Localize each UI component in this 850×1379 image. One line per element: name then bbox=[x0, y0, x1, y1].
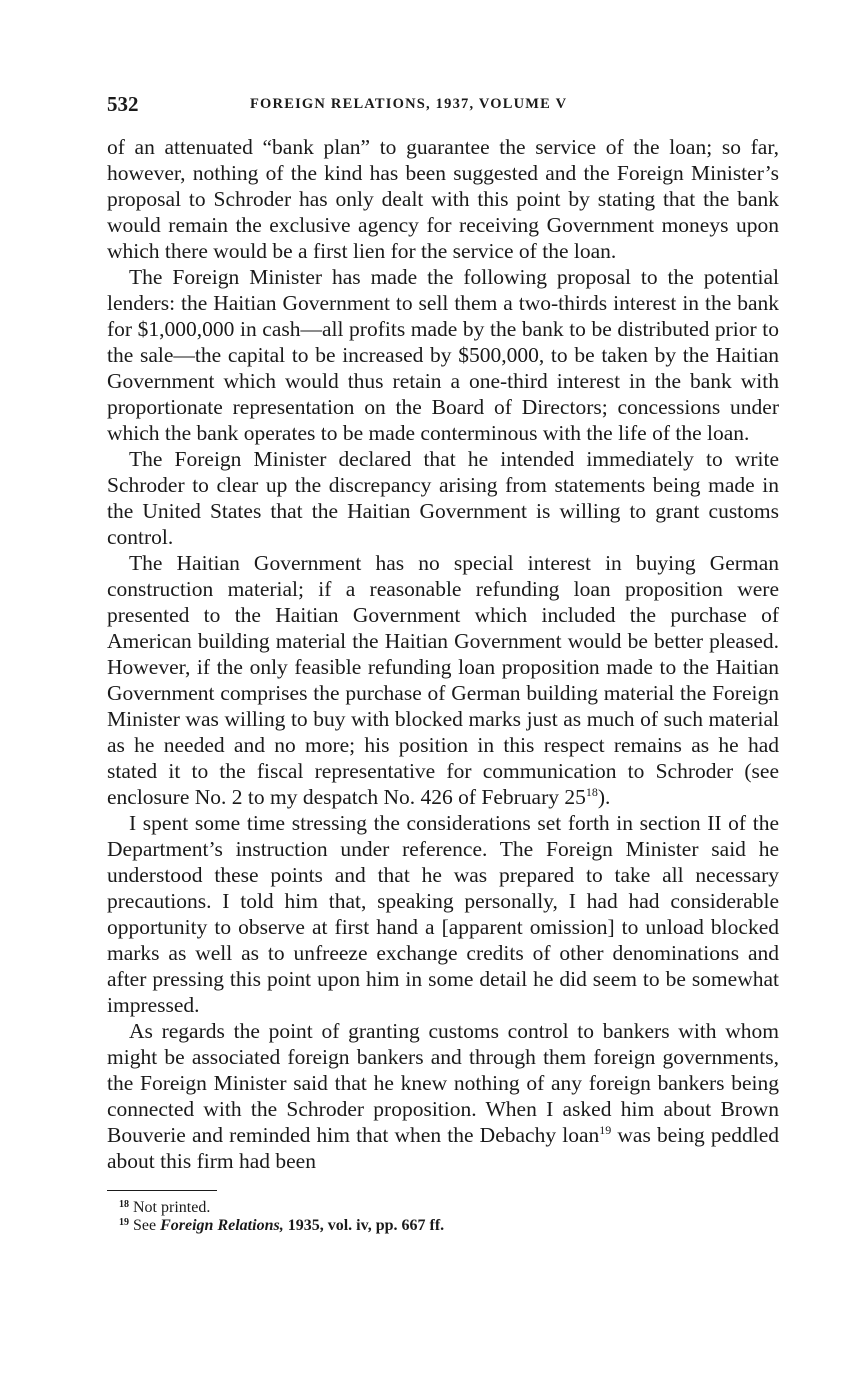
running-head: FOREIGN RELATIONS, 1937, VOLUME V bbox=[250, 96, 568, 112]
footnote-reference[interactable]: 18 bbox=[585, 785, 598, 799]
footnote-citation-title: Foreign Relations, bbox=[160, 1217, 284, 1234]
paragraph-text: ). bbox=[597, 785, 611, 809]
footnote-text: Not printed. bbox=[133, 1199, 211, 1216]
footnote-text: See bbox=[133, 1217, 161, 1234]
page-number: 532 bbox=[107, 92, 139, 116]
footnote bbox=[119, 1199, 779, 1217]
paragraph: The Foreign Minister has made the following proposal to the potential lenders: the Haitian Government to sell them a two-thirds interest in the bank for $1,000,000 in cash—all profits made by the bank to be distributed prior to the sale—the capital to be increased by $500,000, to be taken by the Haitian Government which would thus retain a one-third interest in the bank with proportionate representation on the Board of Directors; concessions under which the bank operates to be made conterminous with the life of the loan. bbox=[107, 265, 779, 445]
paragraph: I spent some time stressing the considerations set forth in section II of the Department’s instruction under reference. The Foreign Minister said he understood these points and that he was prepared to take all necessary precautions. I told him that, speaking personally, I had had considerable opportunity to observe at first hand a [apparent omission] to unload blocked marks as well as to unfreeze exchange credits of other denominations and after pressing this point upon him in some detail he did seem to be somewhat impressed. bbox=[107, 811, 779, 1017]
paragraph-text: The Haitian Government has no special interest in buying German construction material; if a reasonable refunding loan proposition were presented to the Haitian Government which included the purchase of American building material the Haitian Government would be better pleased. However, if the only feasible refunding loan proposition made to the Haitian Government comprises the purchase of German building material the Foreign Minister was willing to buy with blocked marks just as much of such material as he needed and no more; his position in this respect remains as he had stated it to the fiscal representative for communication to Schroder (see enclosure No. 2 to my despatch No. 426 of February 25 bbox=[107, 551, 779, 809]
paragraph-text: As regards the point of granting customs control to bankers with whom might be associated foreign bankers and through them foreign governments, the Foreign Minister said that he knew nothing of any foreign bankers being connected with the Schroder proposition. When I asked him about Brown Bouverie and reminded him that when the Debachy loan bbox=[107, 1019, 779, 1147]
paragraph bbox=[107, 550, 779, 810]
paragraph-text: was being peddled about this firm had been bbox=[107, 1123, 779, 1173]
footnote bbox=[119, 1217, 779, 1235]
paragraph bbox=[107, 1018, 779, 1174]
body-text bbox=[107, 134, 779, 1174]
footnotes bbox=[119, 1199, 779, 1235]
paragraph: of an attenuated “bank plan” to guarantee the service of the loan; so far, however, nothing of the kind has been suggested and the Foreign Minister’s proposal to Schroder has only dealt with this point by stating that the bank would remain the exclusive agency for receiving Government moneys upon which there would be a first lien for the service of the loan. bbox=[107, 135, 779, 263]
footnote-mark: 19 bbox=[119, 1217, 129, 1228]
footnote-divider bbox=[107, 1190, 217, 1191]
footnote-reference[interactable]: 19 bbox=[599, 1123, 612, 1137]
page-header bbox=[107, 92, 779, 122]
document-page bbox=[107, 92, 779, 1235]
footnote-mark: 18 bbox=[119, 1199, 129, 1210]
paragraph: The Foreign Minister declared that he intended immediately to write Schroder to clear up the discrepancy arising from statements being made in the United States that the Haitian Government is willing to grant customs control. bbox=[107, 447, 779, 549]
footnote-text: 1935, vol. iv, pp. 667 ff. bbox=[283, 1217, 445, 1234]
